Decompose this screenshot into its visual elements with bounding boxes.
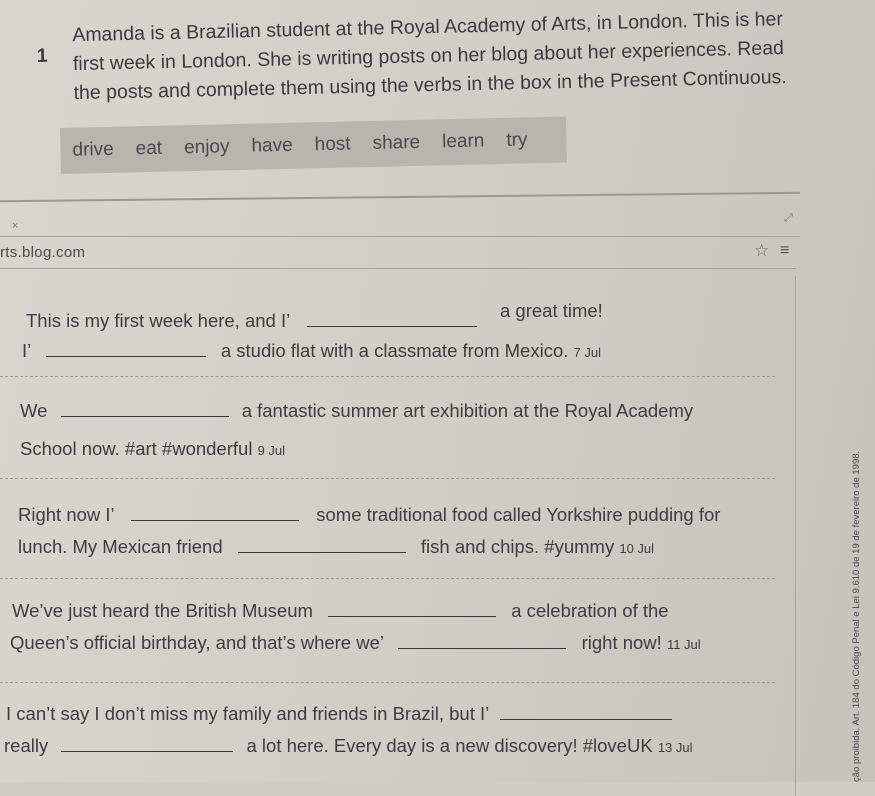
post-date: 13 Jul [657, 740, 693, 755]
post-date: 10 Jul [619, 541, 655, 556]
word-share: share [372, 131, 421, 154]
post3-line1-after: some traditional food called Yorkshire pudding for [316, 504, 721, 525]
address-bar [0, 238, 796, 269]
menu-icon: ≡ [780, 242, 790, 259]
word-enjoy: enjoy [183, 136, 230, 159]
answer-blank [328, 602, 496, 617]
verb-word-box [60, 117, 567, 174]
copyright-side-notice: ção proibida. Art. 184 do Código Penal e Lei 9.610 de 19 de fevereiro de 1998. [851, 450, 862, 782]
post1-line2-after: a studio flat with a classmate from Mexico. [220, 340, 569, 361]
post2-line1-after: a fantastic summer art exhibition at the Royal Academy [241, 400, 694, 421]
post-separator [0, 478, 775, 479]
tab-divider [0, 236, 800, 237]
post-date: 11 Jul [666, 637, 701, 652]
post5-line2-after: a lot here. Every day is a new discovery! #loveUK [246, 735, 653, 756]
post4-line2-after: right now! [581, 632, 662, 653]
post-separator [0, 578, 775, 579]
instruction-line-1: Amanda is a Brazilian student at the Royal Academy of Arts, in London. This is her [72, 8, 784, 47]
post4-line1-text: We’ve just heard the British Museum [12, 600, 313, 621]
url-text: rts.blog.com [0, 244, 86, 261]
answer-blank [61, 402, 229, 417]
post5-line1-text: I can’t say I don’t miss my family and friends in Brazil, but I’ [6, 703, 489, 724]
answer-blank [307, 312, 477, 327]
star-icon: ☆ [754, 241, 770, 260]
post-date: 9 Jul [257, 443, 286, 458]
instruction-line-2: first week in London. She is writing posts on her blog about her experiences. Read [72, 37, 785, 76]
expand-icon: ⤢ [784, 212, 793, 224]
word-eat: eat [135, 137, 163, 160]
word-host: host [314, 133, 351, 156]
post1-line2-text: I’ [22, 340, 31, 361]
instruction-line-3: the posts and complete them using the verbs in the box in the Present Continuous. [73, 65, 787, 105]
post-separator [0, 682, 775, 683]
post3-line2-text: lunch. My Mexican friend [18, 536, 223, 557]
post-separator [0, 376, 775, 377]
answer-blank [131, 506, 299, 521]
answer-blank [398, 634, 566, 649]
word-try: try [506, 129, 528, 151]
exercise-instructions [36, 4, 818, 109]
post5-line2-text: really [4, 735, 49, 756]
post2-line2-text: School now. #art #wonderful [20, 438, 253, 459]
answer-blank [61, 737, 233, 752]
post4-line1-after: a celebration of the [511, 600, 669, 621]
close-icon: × [12, 220, 19, 232]
word-learn: learn [441, 130, 485, 153]
word-drive: drive [72, 138, 114, 161]
post3-line2-after: fish and chips. #yummy [420, 536, 615, 557]
answer-blank [238, 538, 406, 553]
exercise-number: 1 [36, 44, 48, 67]
post3-line1-text: Right now I’ [18, 504, 114, 525]
word-have: have [251, 134, 293, 157]
answer-blank [500, 705, 672, 720]
post1-line1-after: a great time! [500, 300, 603, 321]
post2-line1-text: We [20, 400, 48, 421]
post4-line2-text: Queen’s official birthday, and that’s where we’ [10, 632, 384, 653]
post-date: 7 Jul [573, 345, 601, 360]
post1-line1-text: This is my first week here, and I’ [26, 310, 290, 331]
browser-top-edge [0, 192, 800, 202]
answer-blank [46, 342, 206, 357]
